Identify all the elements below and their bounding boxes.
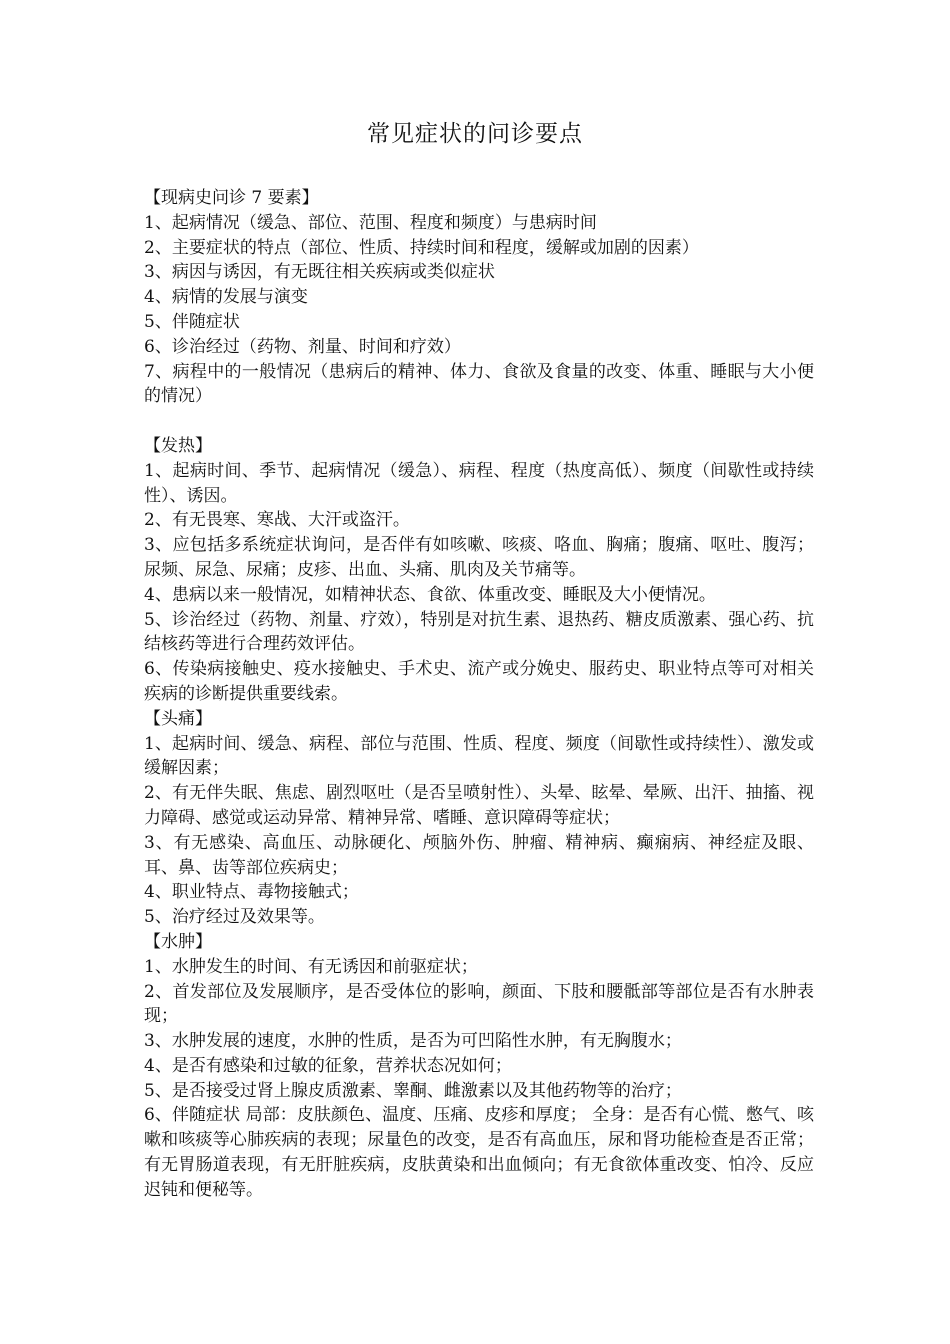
list-item: 5、是否接受过肾上腺皮质激素、睾酮、雌激素以及其他药物等的治疗； (144, 1080, 682, 1101)
list-item: 5、伴随症状 (144, 311, 240, 332)
list-item: 5、治疗经过及效果等。 (144, 907, 325, 928)
list-item: 3、有无感染、高血压、动脉硬化、颅脑外伤、肿瘤、精神病、癫痫病、神经症及眼、耳、鼻、齿等部位疾病史； (144, 832, 814, 878)
list-item: 3、应包括多系统症状询问，是否伴有如咳嗽、咳痰、咯血、胸痛；腹痛、呕吐、腹泻；尿频、尿急、尿痛；皮疹、出血、头痛、肌肉及关节痛等。 (144, 535, 814, 580)
section-heading: 【头痛】 (144, 708, 212, 729)
list-item: 7、病程中的一般情况（患病后的精神、体力、食欲及食量的改变、体重、睡眠与大小便的情况） (144, 361, 814, 407)
list-item: 2、有无伴失眠、焦虑、剧烈呕吐（是否呈喷射性）、头晕、眩晕、晕厥、出汗、抽搐、视力障碍、感觉或运动异常、精神异常、嗜睡、意识障碍等症状； (144, 783, 814, 828)
list-item: 4、是否有感染和过敏的征象，营养状态况如何； (144, 1055, 512, 1076)
section-spacer (144, 409, 814, 434)
page-title: 常见症状的问诊要点 (367, 121, 583, 147)
document-body (144, 186, 814, 1203)
section-heading: 【水肿】 (144, 931, 212, 952)
list-item: 2、有无畏寒、寒战、大汗或盗汗。 (144, 510, 410, 531)
list-item: 4、病情的发展与演变 (144, 287, 308, 308)
section-heading: 【发热】 (144, 435, 212, 456)
list-item: 5、诊治经过（药物、剂量、疗效），特别是对抗生素、退热药、糖皮质激素、强心药、抗结核药等进行合理药效评估。 (144, 609, 814, 655)
list-item: 4、职业特点、毒物接触式； (144, 882, 359, 903)
list-item: 6、伴随症状 局部：皮肤颜色、温度、压痛、皮疹和厚度； 全身：是否有心慌、憋气、咳嗽和咳痰等心肺疾病的表现；尿量色的改变，是否有高血压，尿和肾功能检查是否正常；有无胃肠道表现，有无肝脏疾病，皮肤黄染和出血倾向；有无食欲体重改变、怕冷、反应迟钝和便秘等。 (144, 1105, 814, 1200)
list-item: 6、传染病接触史、疫水接触史、手术史、流产或分娩史、服药史、职业特点等可对相关疾病的诊断提供重要线索。 (144, 659, 814, 704)
list-item: 4、患病以来一般情况，如精神状态、食欲、体重改变、睡眠及大小便情况。 (144, 584, 716, 605)
list-item: 2、首发部位及发展顺序，是否受体位的影响，颜面、下肢和腰骶部等部位是否有水肿表现； (144, 981, 814, 1027)
list-item: 3、病因与诱因，有无既往相关疾病或类似症状 (144, 262, 495, 283)
list-item: 1、起病时间、缓急、病程、部位与范围、性质、程度、频度（间歇性或持续性）、激发或缓解因素； (144, 733, 814, 779)
list-item: 1、水肿发生的时间、有无诱因和前驱症状； (144, 956, 478, 977)
list-item: 3、水肿发展的速度，水肿的性质，是否为可凹陷性水肿，有无胸腹水； (144, 1031, 682, 1052)
list-item: 1、起病情况（缓急、部位、范围、程度和频度）与患病时间 (144, 212, 597, 233)
list-item: 6、诊治经过（药物、剂量、时间和疗效） (144, 336, 461, 357)
section-heading: 【现病史问诊 7 要素】 (144, 188, 319, 208)
list-item: 2、主要症状的特点（部位、性质、持续时间和程度，缓解或加剧的因素） (144, 237, 699, 258)
list-item: 1、起病时间、季节、起病情况（缓急）、病程、程度（热度高低）、频度（间歇性或持续性）、诱因。 (144, 460, 814, 506)
